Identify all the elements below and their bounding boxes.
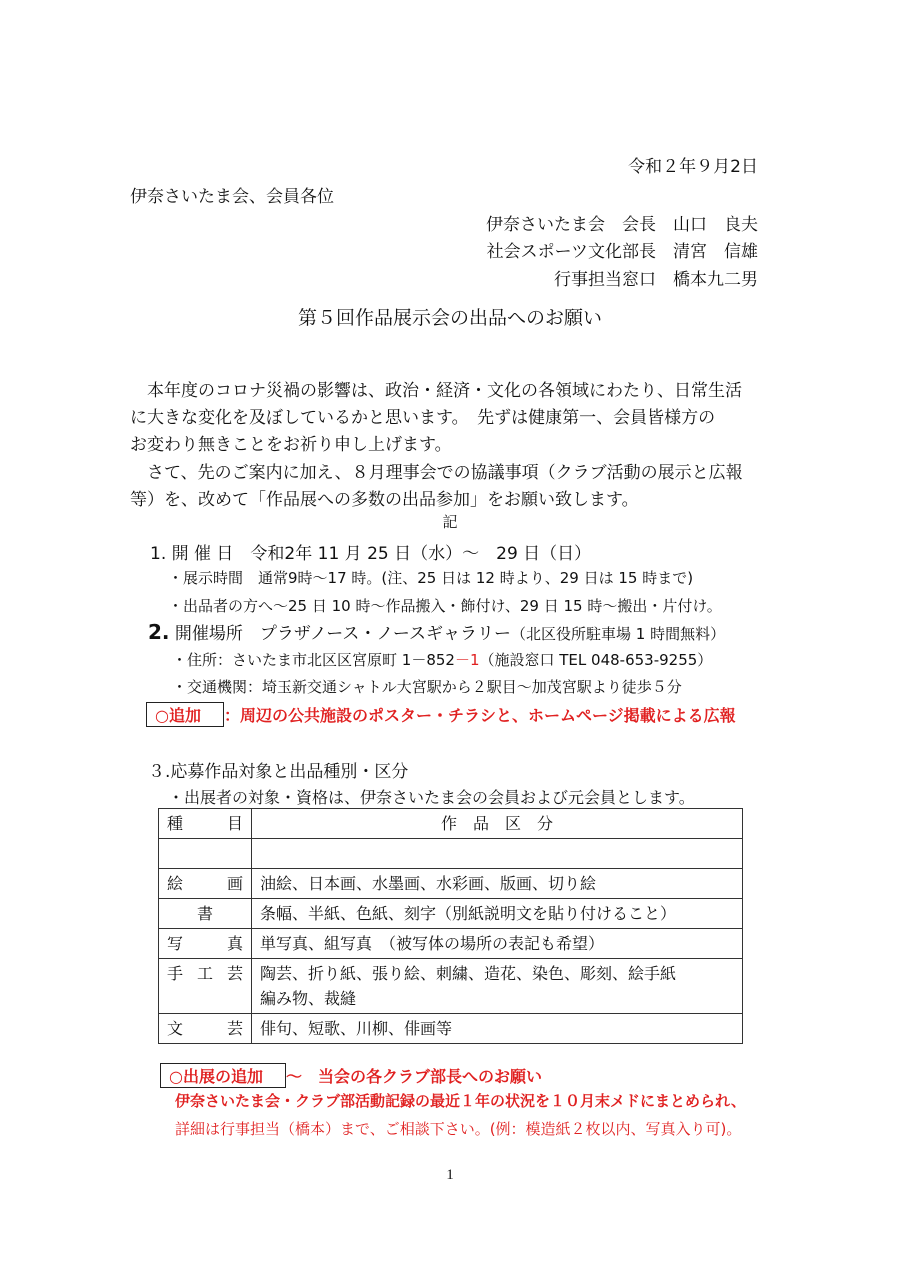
- category-char: 真: [226, 934, 243, 953]
- section1-bullet-exhibitors: ・出品者の方へ～25 日 10 時～作品搬入・飾付け、29 日 15 時～搬出・片付け。: [168, 597, 722, 615]
- page-number: 1: [446, 1167, 454, 1183]
- table-category-cell: [159, 869, 252, 899]
- table-content-cell: 俳句、短歌、川柳、俳画等: [252, 1014, 743, 1044]
- table-content-cell: 単写真、組写真 （被写体の場所の表記も希望）: [252, 929, 743, 959]
- addressee: 伊奈さいたま会、会員各位: [130, 187, 334, 207]
- category-char: 文: [167, 1019, 184, 1038]
- body-line: 本年度のコロナ災禍の影響は、政治・経済・文化の各領域にわたり、日常生活: [130, 381, 742, 401]
- exhibit-addition-line: 詳細は行事担当（橋本）まで、ご相談下さい。(例：模造紙２枚以内、写真入り可)。: [175, 1120, 742, 1138]
- table-row-empty: [159, 839, 743, 869]
- table-cell: [159, 839, 252, 869]
- table-content-cell: 油絵、日本画、水墨画、水彩画、版画、切り絵: [252, 869, 743, 899]
- table-category-cell: [159, 1014, 252, 1044]
- ki-marker: 記: [442, 513, 458, 531]
- entry-category-table: [158, 808, 743, 1044]
- category-char: 画: [226, 874, 243, 893]
- body-line: 等）を、改めて「作品展への多数の出品参加」をお願い致します。: [130, 490, 639, 510]
- section3-heading: ３.応募作品対象と出品種別・区分: [148, 762, 409, 782]
- table-row: [159, 869, 743, 899]
- address-suffix: （施設窓口 TEL 048-653-9255）: [479, 651, 713, 669]
- section1-bullet-hours: ・展示時間 通常9時～17 時。(注、25 日は 12 時より、29 日は 15 時まで): [168, 569, 694, 587]
- category-char: 工: [196, 964, 213, 983]
- category-char: 絵: [167, 874, 184, 893]
- table-row: [159, 959, 743, 1014]
- body-line: に大きな変化を及ぼしているかと思います。 先ずは健康第一、会員皆様方の: [130, 408, 716, 428]
- document-date: 令和２年９月2日: [628, 157, 758, 177]
- address-red-part: －1: [454, 651, 480, 669]
- table-header-content: 作 品 区 分: [252, 809, 743, 839]
- content-line: 編み物、裁縫: [260, 989, 357, 1008]
- table-header-category: [159, 809, 252, 839]
- section2-venue: 開催場所 プラザノース・ノースギャラリー: [174, 624, 512, 644]
- body-line: お変わり無きことをお祈り申し上げます。: [130, 435, 452, 455]
- addition-notice: [146, 702, 736, 727]
- section1-heading: 1. 開 催 日 令和2年 11 月 25 日（水）～ 29 日（日）: [150, 544, 592, 564]
- table-header-row: [159, 809, 743, 839]
- exhibit-addition-label: ○出展の追加: [160, 1063, 286, 1088]
- header-char: 種: [167, 814, 184, 833]
- content-line: 陶芸、折り紙、張り絵、刺繍、造花、染色、彫刻、絵手紙: [260, 964, 677, 983]
- header-char: 目: [226, 814, 243, 833]
- sender-event-contact: 行事担当窓口 橋本九二男: [554, 270, 758, 290]
- body-line: さて、先のご案内に加え、８月理事会での協議事項（クラブ活動の展示と広報: [130, 463, 743, 483]
- table-row: [159, 899, 743, 929]
- document-title: 第５回作品展示会の出品へのお願い: [297, 307, 602, 329]
- category-char: 写: [167, 934, 184, 953]
- section2-address: [172, 649, 712, 670]
- section2-heading: [148, 619, 725, 644]
- table-content-cell: [252, 959, 743, 1014]
- category-char: 芸: [226, 964, 243, 983]
- category-char: 芸: [226, 1019, 243, 1038]
- exhibit-addition-line: 伊奈さいたま会・クラブ部活動記録の最近１年の状況を１０月末メドにまとめられ、: [175, 1092, 746, 1110]
- exhibit-addition-tail: ～ 当会の各クラブ部長へのお願い: [285, 1067, 542, 1086]
- section3-eligibility: ・出展者の対象・資格は、伊奈さいたま会の会員および元会員とします。: [168, 788, 695, 807]
- table-category-cell: [159, 959, 252, 1014]
- category-char: 手: [167, 964, 184, 983]
- addition-text: ：周辺の公共施設のポスター・チラシと、ホームページ掲載による広報: [223, 706, 736, 725]
- table-row: [159, 929, 743, 959]
- table-category-cell: [159, 929, 252, 959]
- table-row: [159, 1014, 743, 1044]
- table-content-cell: 条幅、半紙、色紙、刻字（別紙説明文を貼り付けること）: [252, 899, 743, 929]
- addition-label: ○追加: [146, 702, 224, 727]
- address-prefix: ・住所：さいたま市北区区宮原町 1－852: [172, 651, 455, 669]
- sender-president: 伊奈さいたま会 会長 山口 良夫: [486, 215, 758, 235]
- sender-culture-head: 社会スポーツ文化部長 清宮 信雄: [486, 242, 758, 262]
- table-cell: [252, 839, 743, 869]
- section2-number: 2.: [148, 620, 170, 644]
- exhibit-addition-notice: [160, 1063, 542, 1088]
- table-category-cell: 書: [159, 899, 252, 929]
- section2-transport: ・交通機関：埼玉新交通シャトル大宮駅から２駅目～加茂宮駅より徒歩５分: [172, 678, 682, 696]
- section2-parking-note: （北区役所駐車場 1 時間無料）: [511, 625, 726, 643]
